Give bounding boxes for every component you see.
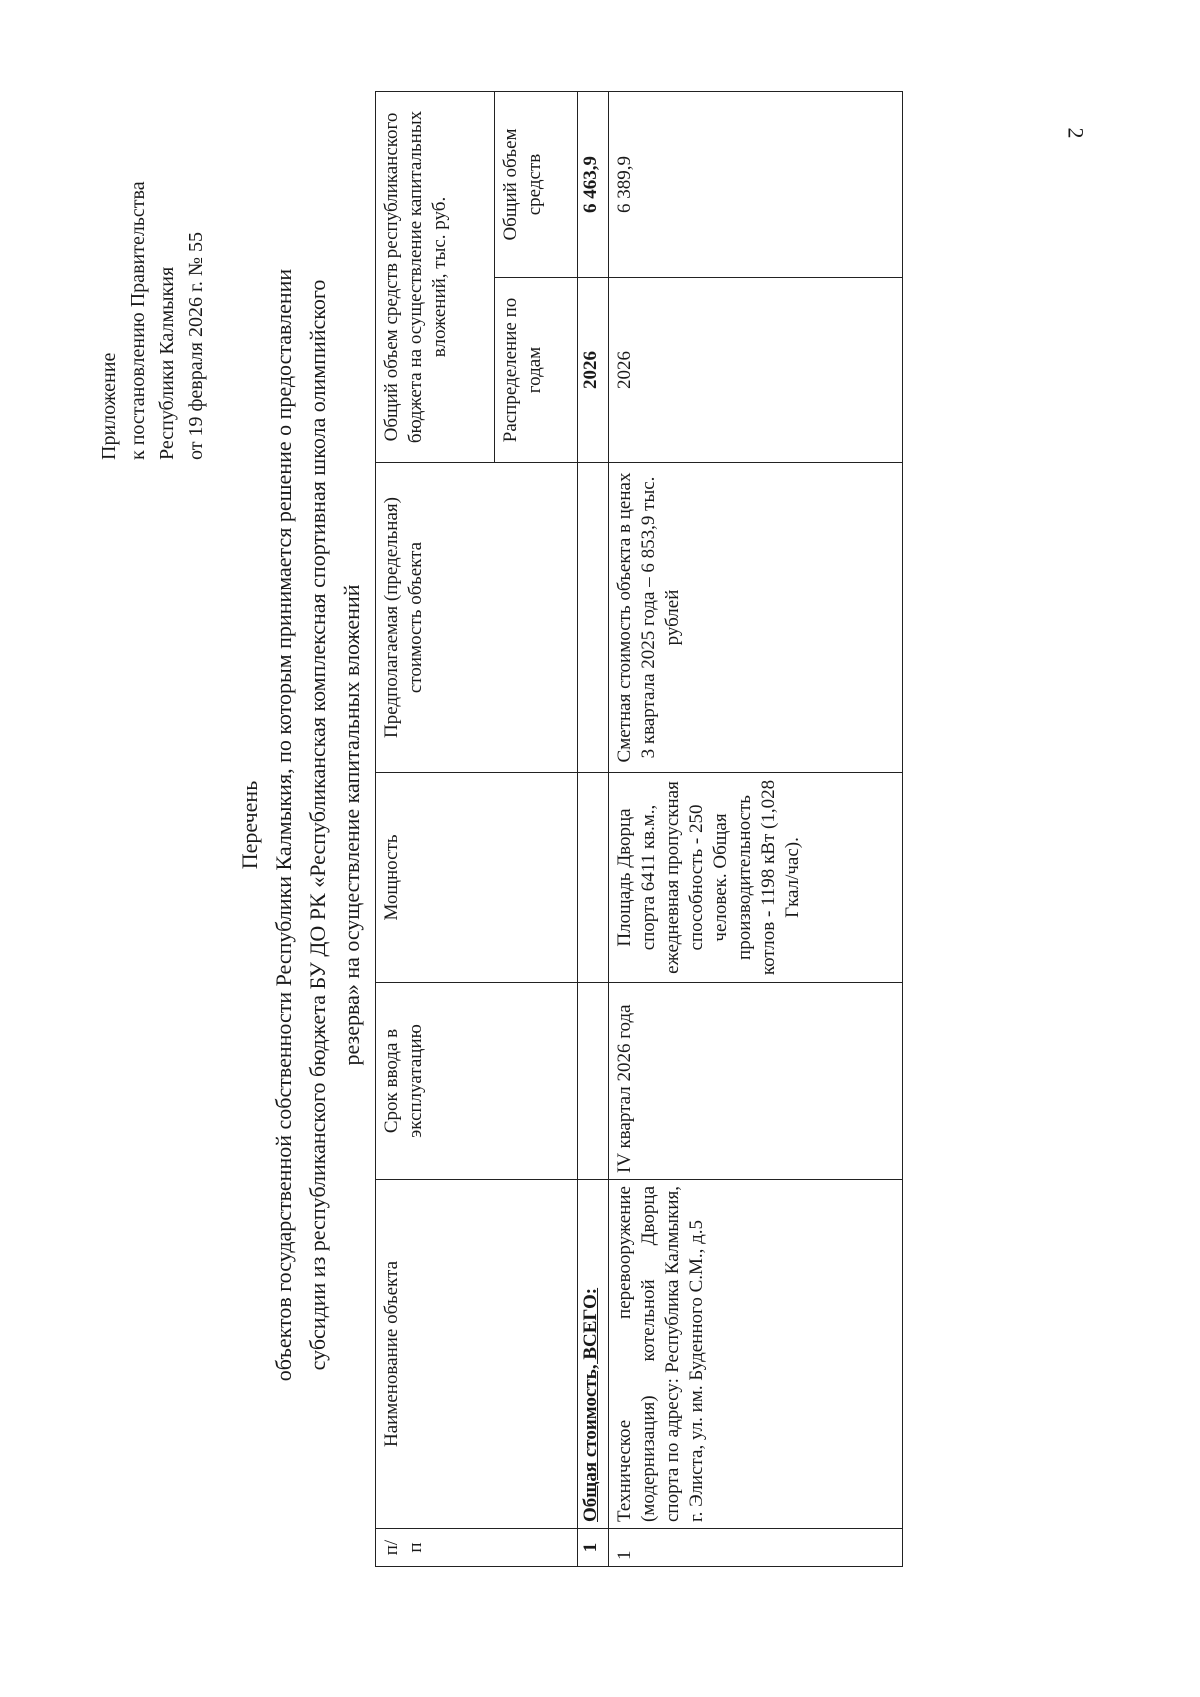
header-budget-group: Общий объем средств республиканского бюджета на осуществление капитальных вложений, тыс. руб. [376, 92, 495, 463]
appendix-line: Приложение [98, 352, 120, 460]
row-amount: 6 389,9 [608, 92, 902, 278]
document-title: Перечень [237, 780, 262, 870]
total-empty-cell [577, 773, 608, 983]
appendix-line: от 19 февраля 2026 г. № 55 [185, 231, 207, 460]
document-sheet [90, 0, 1110, 1625]
title-line: субсидии из республиканского бюджета БУ ДО РК «Республиканская комплексная спортивная школа олимпийского [305, 279, 330, 1371]
title-line: объектов государственной собственности Республики Калмыкия, по которым принимается решение о предоставлении [271, 268, 296, 1382]
total-num: 1 [577, 1529, 608, 1567]
row-capacity: Площадь Дворца спорта 6411 кв.м., ежедневная пропускная способность - 250 человек. Общая производительность котлов - 1198 кВт (1,028 Гкал/час). [608, 773, 902, 983]
row-year: 2026 [608, 278, 902, 463]
header-capacity: Мощность [376, 773, 578, 983]
title-block [233, 175, 369, 1475]
total-year: 2026 [577, 278, 608, 463]
row-num: 1 [608, 1529, 902, 1567]
appendix-line: к постановлению Правительства [127, 181, 149, 460]
header-distribution: Распределение по годам [494, 278, 577, 463]
total-row [577, 92, 608, 1567]
row-commission-date: IV квартал 2026 года [608, 983, 902, 1180]
table-row [608, 92, 902, 1567]
header-commission: Срок ввода в эксплуатацию [376, 983, 578, 1180]
header-cost: Предполагаемая (предельная) стоимость объекта [376, 463, 578, 773]
objects-table [375, 91, 903, 1567]
row-cost: Сметная стоимость объекта в ценах 3 квартала 2025 года – 6 853,9 тыс. рублей [608, 463, 902, 773]
header-num: п/ п [376, 1529, 578, 1567]
table-header-row [376, 92, 495, 1567]
row-object-name: Техническое перевооружение (модернизация) котельной Дворца спорта по адресу: Республика Калмыкия, г. Элиста, ул. им. Буденного С.М., д.5 [608, 1180, 902, 1529]
total-amount: 6 463,9 [577, 92, 608, 278]
header-total-funds: Общий объем средств [494, 92, 577, 278]
header-name: Наименование объекта [376, 1180, 578, 1529]
total-empty-cell [577, 463, 608, 773]
page-number: 2 [1063, 127, 1089, 139]
appendix-block [95, 60, 211, 460]
appendix-line: Республики Калмыкия [156, 266, 178, 460]
title-line: резерва» на осуществление капитальных вложений [339, 584, 364, 1066]
total-empty-cell [577, 983, 608, 1180]
total-label: Общая стоимость, ВСЕГО: [577, 1180, 608, 1529]
